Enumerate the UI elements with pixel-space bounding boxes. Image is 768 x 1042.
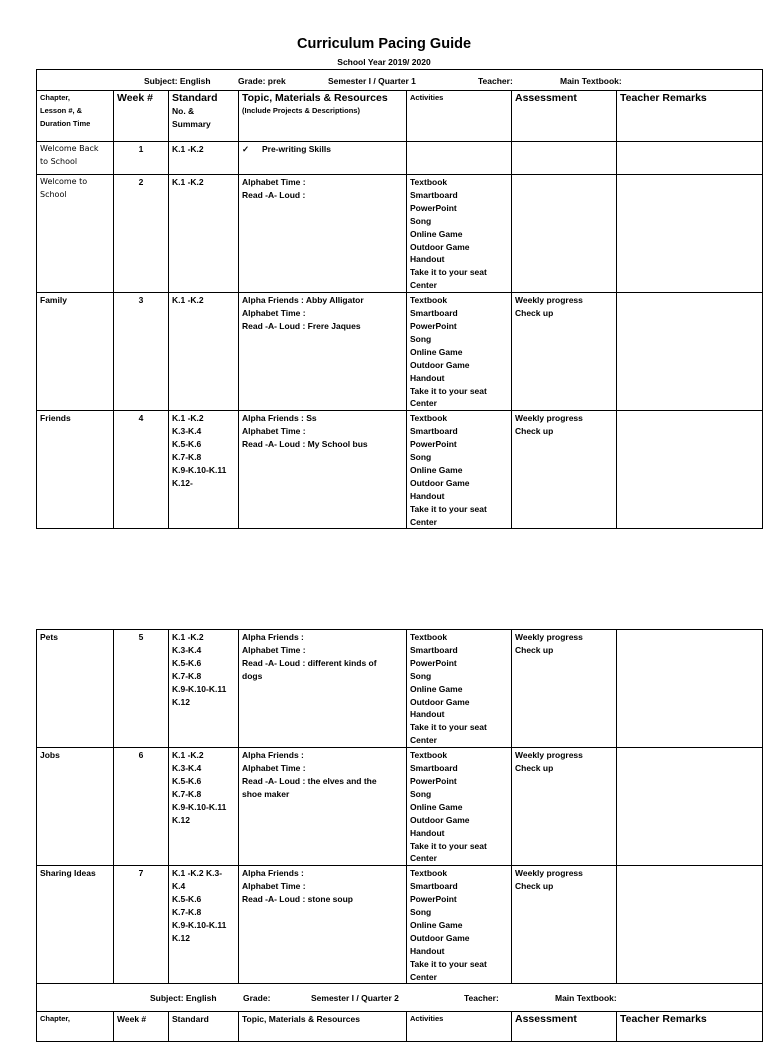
assessment-cell: Weekly progress Check up: [512, 293, 617, 411]
chapter-cell: Family: [37, 293, 114, 411]
topic-cell: Alpha Friends : Alphabet Time : Read -A- Loud : stone soup: [239, 866, 407, 984]
activities-cell: Textbook Smartboard PowerPoint Song Online Game Outdoor Game Handout Take it to your seat Center: [407, 866, 512, 984]
week-cell: 4: [114, 411, 169, 529]
chapter-cell: Friends: [37, 411, 114, 529]
remarks-cell: [617, 142, 763, 175]
assessment-cell: Weekly progress Check up: [512, 411, 617, 529]
col-week-header: Week #: [114, 91, 169, 142]
column-header-row: [37, 1012, 763, 1042]
col-activities-header: Activities: [407, 1012, 512, 1042]
standard-cell: K.1 -K.2 K.3- K.4 K.5-K.6 K.7-K.8 K.9-K.10-K.11 K.12: [169, 866, 239, 984]
pacing-table-1: [36, 69, 763, 529]
chapter-cell: Welcome Back to School: [37, 142, 114, 175]
assessment-cell: Weekly progress Check up: [512, 866, 617, 984]
topic-cell: Alpha Friends : Ss Alphabet Time : Read -A- Loud : My School bus: [239, 411, 407, 529]
assessment-cell: [512, 142, 617, 175]
remarks-cell: [617, 866, 763, 984]
topic-cell: Alpha Friends : Alphabet Time : Read -A- Loud : different kinds of dogs: [239, 630, 407, 748]
table-row: [37, 411, 763, 529]
table-row: [37, 142, 763, 175]
topic-cell: Alpha Friends : Abby Alligator Alphabet Time : Read -A- Loud : Frere Jaques: [239, 293, 407, 411]
assessment-cell: [512, 175, 617, 293]
col-standard-header: Standard No. & Summary: [169, 91, 239, 142]
chapter-cell: Welcome to School: [37, 175, 114, 293]
teacher-label: Teacher:: [464, 993, 499, 1004]
col-chapter-header: Chapter, Lesson #, & Duration Time: [37, 91, 114, 142]
column-header-row: [37, 91, 763, 142]
activities-cell: Textbook Smartboard PowerPoint Song Online Game Outdoor Game Handout Take it to your seat Center: [407, 748, 512, 866]
activities-cell: Textbook Smartboard PowerPoint Song Online Game Outdoor Game Handout Take it to your seat Center: [407, 293, 512, 411]
chapter-cell: Pets: [37, 630, 114, 748]
activities-cell: Textbook Smartboard PowerPoint Song Online Game Outdoor Game Handout Take it to your seat Center: [407, 175, 512, 293]
col-remarks-header: Teacher Remarks: [617, 1012, 763, 1042]
subject-label: Subject: English: [144, 76, 211, 86]
assessment-cell: Weekly progress Check up: [512, 630, 617, 748]
col-week-header: Week #: [114, 1012, 169, 1042]
activities-cell: [407, 142, 512, 175]
chapter-cell: Sharing Ideas: [37, 866, 114, 984]
table-row: [37, 630, 763, 748]
subject-label: Subject: English: [150, 993, 217, 1004]
standard-cell: K.1 -K.2: [169, 293, 239, 411]
document-title: Curriculum Pacing Guide: [296, 36, 472, 52]
col-standard-header: Standard: [169, 1012, 239, 1042]
standard-cell: K.1 -K.2 K.3-K.4 K.5-K.6 K.7-K.8 K.9-K.10-K.11 K.12-: [169, 411, 239, 529]
textbook-label: Main Textbook:: [555, 993, 617, 1004]
subject-header-row: [37, 984, 763, 1012]
grade-label: Grade: prek: [238, 76, 286, 86]
col-topic-header: Topic, Materials & Resources (Include Projects & Descriptions): [239, 91, 407, 142]
col-assessment-header: Assessment: [512, 91, 617, 142]
topic-cell: Alphabet Time : Read -A- Loud :: [239, 175, 407, 293]
week-cell: 7: [114, 866, 169, 984]
col-assessment-header: Assessment: [512, 1012, 617, 1042]
standard-cell: K.1 -K.2 K.3-K.4 K.5-K.6 K.7-K.8 K.9-K.10-K.11 K.12: [169, 630, 239, 748]
check-icon: ✓: [242, 144, 250, 154]
week-cell: 6: [114, 748, 169, 866]
topic-cell: ✓ Pre-writing Skills: [239, 142, 407, 175]
activities-cell: Textbook Smartboard PowerPoint Song Online Game Outdoor Game Handout Take it to your seat Center: [407, 630, 512, 748]
grade-label: Grade:: [243, 993, 271, 1004]
subject-header-row: [37, 70, 763, 91]
week-cell: 5: [114, 630, 169, 748]
week-cell: 1: [114, 142, 169, 175]
table-row: [37, 175, 763, 293]
pacing-table-2: [36, 629, 763, 1042]
textbook-label: Main Textbook:: [560, 76, 622, 86]
chapter-cell: Jobs: [37, 748, 114, 866]
col-chapter-header: Chapter,: [37, 1012, 114, 1042]
remarks-cell: [617, 748, 763, 866]
standard-cell: K.1 -K.2 K.3-K.4 K.5-K.6 K.7-K.8 K.9-K.10-K.11 K.12: [169, 748, 239, 866]
assessment-cell: Weekly progress Check up: [512, 748, 617, 866]
remarks-cell: [617, 293, 763, 411]
col-topic-header: Topic, Materials & Resources: [239, 1012, 407, 1042]
activities-cell: Textbook Smartboard PowerPoint Song Online Game Outdoor Game Handout Take it to your seat Center: [407, 411, 512, 529]
week-cell: 3: [114, 293, 169, 411]
col-activities-header: Activities: [407, 91, 512, 142]
semester-label: Semester I / Quarter 1: [328, 76, 416, 86]
table-row: [37, 866, 763, 984]
school-year: School Year 2019/ 2020: [337, 57, 431, 67]
week-cell: 2: [114, 175, 169, 293]
col-remarks-header: Teacher Remarks: [617, 91, 763, 142]
standard-cell: K.1 -K.2: [169, 142, 239, 175]
topic-cell: Alpha Friends : Alphabet Time : Read -A- Loud : the elves and the shoe maker: [239, 748, 407, 866]
remarks-cell: [617, 411, 763, 529]
remarks-cell: [617, 175, 763, 293]
table-row: [37, 293, 763, 411]
table-row: [37, 748, 763, 866]
semester-label: Semester I / Quarter 2: [311, 993, 399, 1004]
remarks-cell: [617, 630, 763, 748]
teacher-label: Teacher:: [478, 76, 513, 86]
standard-cell: K.1 -K.2: [169, 175, 239, 293]
